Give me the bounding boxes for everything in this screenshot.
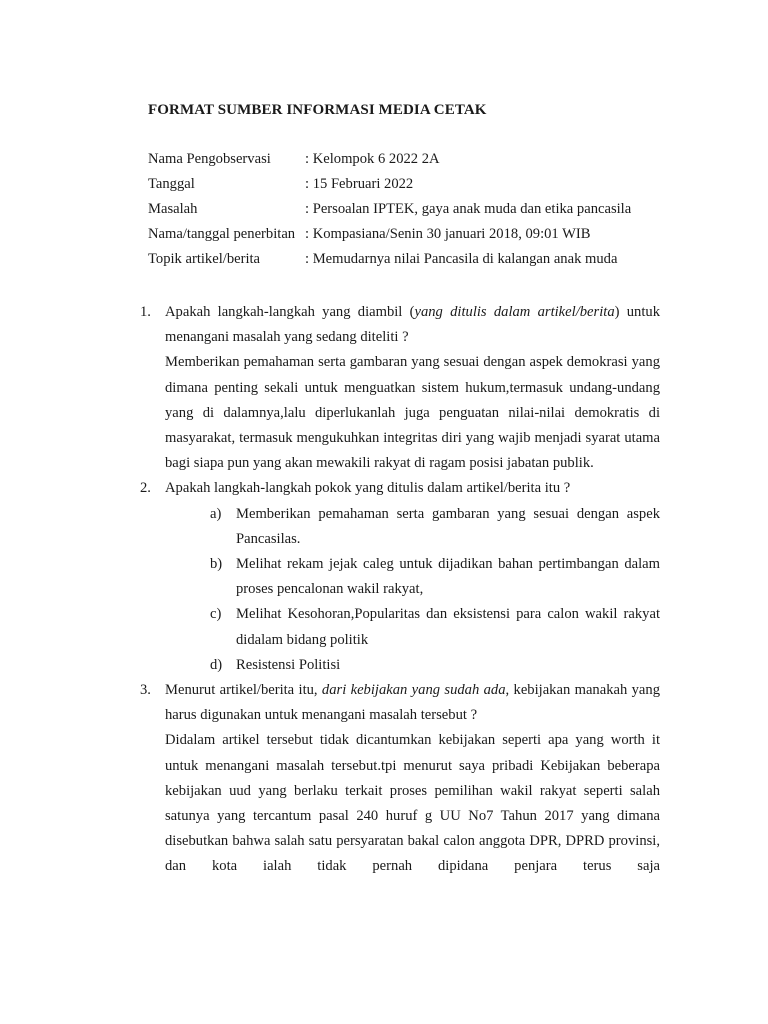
list-item-text: Melihat rekam jejak caleg untuk dijadikan bahan pertimbangan dalam proses pencalonan wakil rakyat, (236, 556, 660, 598)
meta-value: : 15 Februari 2022 (305, 176, 414, 192)
list-item (210, 552, 660, 602)
question-text-italic: dari kebijakan yang sudah ada (321, 682, 506, 699)
meta-label: Topik artikel/berita (148, 251, 261, 267)
meta-row-topic (148, 247, 668, 272)
question-3 (140, 678, 660, 880)
question-text (165, 678, 660, 728)
question-list (140, 300, 660, 880)
meta-value: : Kelompok 6 2022 2A (305, 151, 440, 167)
question-number: 2. (140, 480, 151, 497)
list-item (210, 502, 660, 552)
question-text-start: Apakah langkah-langkah yang diambil ( (165, 304, 415, 320)
question-2 (140, 476, 660, 678)
list-item (210, 602, 660, 652)
meta-row-publisher (148, 222, 668, 247)
meta-label: Nama/tanggal penerbitan (148, 226, 296, 242)
meta-value: : Persoalan IPTEK, gaya anak muda dan etika pancasila (305, 201, 632, 217)
list-item-text: Melihat Kesohoran,Popularitas dan eksistensi para calon wakil rakyat didalam bidang politik (236, 606, 660, 648)
meta-label: Masalah (148, 201, 198, 217)
answer-text: Memberikan pemahaman serta gambaran yang sesuai dengan aspek demokrasi yang dimana penting sekali untuk menguatkan sistem hukum,termasuk undang-undang yang di dalamnya,lalu diperlukanlah juga penguatan nilai-nilai demokratis di masyarakat, termasuk mengukuhkan integritas diri yang wajib menjadi syarat utama bagi siapa pun yang akan mewakili rakyat di ragam posisi jabatan publik. (165, 354, 660, 472)
list-item-letter: d) (210, 656, 223, 673)
list-item-letter: c) (210, 606, 222, 623)
question-number: 1. (140, 304, 151, 320)
list-item (210, 653, 660, 678)
answer-text: Didalam artikel tersebut tidak dicantumkan kebijakan seperti apa yang worth it untuk menangani masalah tersebut.tpi menurut saya pribadi Kebijakan beberapa kebijakan uud yang berlaku terkait proses pemilihan wakil rakyat seperti salah satunya yang tercantum pasal 240 huruf g UU No7 Tahun 2017 yang dimana disebutkan bahwa salah satu persyaratan bakal calon anggota DPR, DPRD provinsi, dan kota ialah tidak pernah dipidana penjara terus saja (165, 732, 660, 875)
question-text-end: , kebijakan manakah yang harus digunakan untuk menangani masalah tersebut ? (165, 682, 660, 724)
meta-row-problem (148, 197, 668, 222)
list-item-text: Memberikan pemahaman serta gambaran yang sesuai dengan aspek Pancasilas. (236, 505, 660, 547)
meta-value: : Memudarnya nilai Pancasila di kalangan anak muda (305, 251, 618, 267)
question-number: 3. (140, 682, 151, 699)
meta-value: : Kompasiana/Senin 30 januari 2018, 09:01 WIB (305, 226, 591, 242)
question-text: Apakah langkah-langkah pokok yang ditulis dalam artikel/berita itu ? (165, 480, 571, 497)
meta-label: Nama Pengobservasi (148, 151, 271, 167)
meta-label: Tanggal (148, 176, 195, 192)
question-text-italic: yang ditulis dalam artikel/berita (414, 304, 615, 320)
meta-row-date (148, 172, 668, 197)
question-text-start: Menurut artikel/berita itu, (165, 682, 322, 699)
list-item-letter: b) (210, 556, 223, 573)
answer-list (165, 502, 660, 678)
list-item-text: Resistensi Politisi (236, 656, 341, 673)
document-title: FORMAT SUMBER INFORMASI MEDIA CETAK (148, 102, 487, 118)
question-1 (140, 300, 660, 476)
meta-row-observer (148, 147, 668, 172)
list-item-letter: a) (210, 505, 222, 522)
observation-metadata (148, 147, 668, 272)
question-text-end: ) untuk menangani masalah yang sedang diteliti ? (165, 304, 660, 346)
question-text (165, 300, 660, 350)
